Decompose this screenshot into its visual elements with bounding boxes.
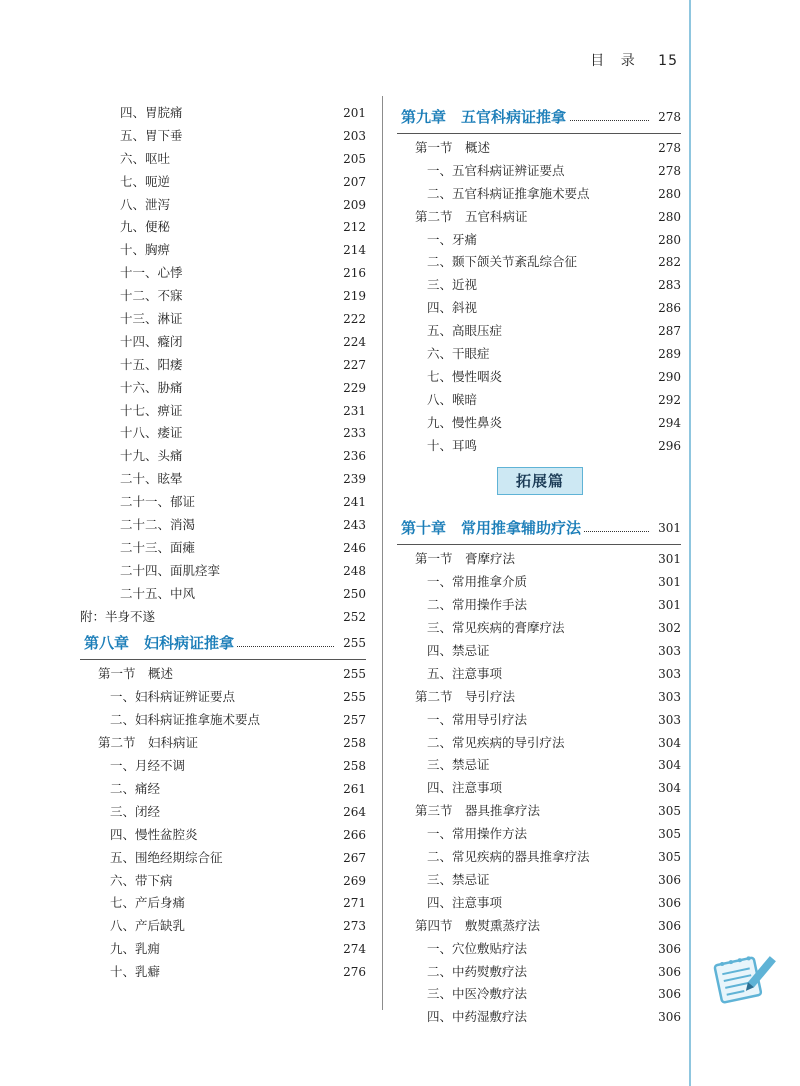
toc-item[interactable] — [397, 571, 681, 594]
entry-title: 九、慢性鼻炎 — [427, 414, 503, 430]
entry-title: 四、禁忌证 — [427, 643, 490, 659]
page-ref: 212 — [343, 220, 366, 235]
toc-right-column — [397, 102, 681, 1029]
entry-title: 一、妇科病证辨证要点 — [110, 689, 236, 705]
toc-item[interactable] — [397, 1006, 681, 1029]
toc-item[interactable] — [397, 938, 681, 961]
page-ref: 267 — [343, 850, 366, 865]
entry-title: 二十、眩晕 — [120, 471, 183, 487]
toc-item[interactable] — [397, 869, 681, 892]
page-ref: 306 — [658, 895, 681, 910]
entry-title: 二、常见疾病的导引疗法 — [427, 734, 565, 750]
entry-title: 四、注意事项 — [427, 780, 503, 796]
entry-title: 七、产后身痛 — [110, 895, 186, 911]
toc-section[interactable] — [80, 663, 366, 686]
toc-item[interactable] — [397, 389, 681, 412]
entry-title: 三、近视 — [427, 277, 478, 293]
chapter-title: 第十章 常用推拿辅助疗法 — [401, 513, 584, 543]
page-ref: 304 — [658, 758, 681, 773]
toc-item[interactable] — [397, 297, 681, 320]
toc-item[interactable] — [397, 435, 681, 458]
page-ref: 219 — [343, 289, 366, 304]
page-ref: 301 — [658, 552, 681, 567]
toc-item[interactable] — [80, 239, 366, 262]
page-ref: 287 — [658, 324, 681, 339]
toc-item[interactable] — [80, 148, 366, 171]
page-ref: 246 — [343, 540, 366, 555]
page-ref: 301 — [658, 521, 681, 536]
page-ref: 205 — [343, 151, 366, 166]
part-badge-row — [397, 457, 681, 513]
toc-section[interactable] — [397, 915, 681, 938]
toc-item[interactable] — [80, 331, 366, 354]
part-badge: 拓展篇 — [497, 467, 583, 495]
toc-item[interactable] — [397, 846, 681, 869]
toc-item[interactable] — [397, 823, 681, 846]
toc-item[interactable] — [397, 617, 681, 640]
page-ref: 207 — [343, 174, 366, 189]
toc-item[interactable] — [80, 801, 366, 824]
entry-title: 三、常见疾病的膏摩疗法 — [427, 620, 565, 636]
toc-item[interactable] — [80, 285, 366, 308]
toc-item[interactable] — [397, 412, 681, 435]
toc-item[interactable] — [397, 366, 681, 389]
entry-title: 四、慢性盆腔炎 — [110, 826, 198, 842]
page-ref: 276 — [343, 965, 366, 980]
entry-title: 二十二、消渴 — [120, 517, 196, 533]
entry-title: 一、牙痛 — [427, 231, 478, 247]
entry-title: 七、慢性咽炎 — [427, 368, 503, 384]
page-ref: 233 — [343, 426, 366, 441]
page-ref: 250 — [343, 586, 366, 601]
toc-item[interactable] — [397, 709, 681, 732]
toc-item[interactable] — [397, 732, 681, 755]
toc-section[interactable] — [397, 206, 681, 229]
page-ref: 303 — [658, 666, 681, 681]
entry-title: 第一节 膏摩疗法 — [415, 551, 516, 567]
page-ref: 258 — [343, 736, 366, 751]
entry-title: 十、乳癖 — [110, 964, 161, 980]
page-ref: 209 — [343, 197, 366, 212]
page-ref: 292 — [658, 392, 681, 407]
entry-title: 二、颞下颌关节紊乱综合征 — [427, 254, 578, 270]
entry-title: 二、痛经 — [110, 780, 161, 796]
entry-title: 五、高眼压症 — [427, 323, 503, 339]
page-ref: 227 — [343, 357, 366, 372]
entry-title: 第一节 概述 — [415, 140, 491, 155]
entry-title: 二、常用操作手法 — [427, 597, 528, 613]
column-divider — [382, 96, 383, 1010]
toc-item[interactable] — [80, 262, 366, 285]
page-ref: 255 — [343, 667, 366, 682]
entry-title: 十九、头痛 — [120, 448, 183, 464]
entry-title: 第二节 五官科病证 — [415, 208, 528, 224]
page-edge-rule — [689, 0, 691, 1086]
page-ref: 304 — [658, 781, 681, 796]
toc-section[interactable] — [80, 732, 366, 755]
entry-title: 附：半身不遂 — [80, 608, 156, 624]
toc-item[interactable] — [80, 171, 366, 194]
page-ref: 201 — [343, 106, 366, 120]
toc-item[interactable] — [80, 216, 366, 239]
toc-item[interactable] — [80, 445, 366, 468]
toc-item[interactable] — [80, 422, 366, 445]
page-ref: 278 — [658, 110, 681, 124]
chapter-underline — [397, 544, 681, 545]
entry-title: 六、带下病 — [110, 872, 173, 888]
toc-item[interactable] — [80, 491, 366, 514]
page-ref: 222 — [343, 312, 366, 327]
page-ref: 303 — [658, 644, 681, 659]
page-number: 15 — [658, 53, 678, 69]
page-ref: 214 — [343, 243, 366, 258]
page-ref: 273 — [343, 919, 366, 934]
page-ref: 303 — [658, 689, 681, 704]
toc-item[interactable] — [397, 663, 681, 686]
toc-item[interactable] — [80, 583, 366, 606]
page-ref: 306 — [658, 941, 681, 956]
entry-title: 八、产后缺乳 — [110, 918, 186, 934]
toc-item[interactable] — [397, 983, 681, 1006]
entry-title: 第一节 概述 — [98, 666, 174, 682]
page-ref: 266 — [343, 827, 366, 842]
entry-title: 六、干眼症 — [427, 346, 490, 362]
chapter-title: 第八章 妇科病证推拿 — [84, 628, 237, 658]
page-ref: 257 — [343, 713, 366, 728]
toc-item[interactable] — [80, 468, 366, 491]
chapter-underline — [80, 659, 366, 660]
entry-title: 三、中医冷敷疗法 — [427, 986, 528, 1002]
toc-item[interactable] — [397, 892, 681, 915]
page-header — [590, 50, 678, 70]
toc-item[interactable] — [80, 102, 366, 125]
toc-item[interactable] — [397, 754, 681, 777]
toc-item[interactable] — [397, 251, 681, 274]
chapter-title: 第九章 五官科病证推拿 — [401, 102, 569, 132]
entry-title: 五、围绝经期综合征 — [110, 849, 223, 865]
entry-title: 九、便秘 — [120, 219, 171, 235]
page-ref: 305 — [658, 804, 681, 819]
toc-item[interactable] — [80, 824, 366, 847]
entry-title: 十一、心悸 — [120, 265, 183, 281]
entry-title: 十七、痹证 — [120, 402, 183, 418]
entry-title: 七、呃逆 — [120, 173, 171, 189]
entry-title: 二十三、面瘫 — [120, 539, 196, 555]
toc-item[interactable] — [80, 892, 366, 915]
page-ref: 296 — [658, 438, 681, 453]
entry-title: 第二节 妇科病证 — [98, 735, 199, 751]
page-ref: 271 — [343, 896, 366, 911]
notepad-pencil-icon — [708, 950, 778, 1006]
page-ref: 286 — [658, 301, 681, 316]
toc-item[interactable] — [80, 377, 366, 400]
toc-item[interactable] — [80, 400, 366, 423]
toc-item[interactable] — [80, 354, 366, 377]
page-ref: 306 — [658, 918, 681, 933]
entry-title: 十四、癃闭 — [120, 333, 183, 349]
header-title: 目 录 — [590, 53, 641, 69]
entry-title: 四、注意事项 — [427, 894, 503, 910]
entry-title: 九、乳痈 — [110, 941, 161, 957]
entry-title: 一、常用操作方法 — [427, 826, 528, 842]
toc-section[interactable] — [397, 137, 681, 160]
page-ref: 216 — [343, 266, 366, 281]
page-ref: 252 — [343, 609, 366, 624]
entry-title: 三、闭经 — [110, 803, 161, 819]
page-ref: 306 — [658, 1010, 681, 1025]
page-ref: 289 — [658, 347, 681, 362]
entry-title: 十、胸痹 — [120, 242, 171, 258]
entry-title: 三、禁忌证 — [427, 757, 490, 773]
entry-title: 十三、淋证 — [120, 311, 183, 327]
chapter-heading[interactable] — [397, 513, 681, 543]
toc-item[interactable] — [80, 606, 366, 629]
toc-item[interactable] — [397, 229, 681, 252]
entry-title: 一、五官科病证辨证要点 — [427, 162, 565, 178]
toc-item[interactable] — [80, 125, 366, 148]
entry-title: 四、斜视 — [427, 300, 478, 316]
entry-title: 四、胃脘痛 — [120, 105, 183, 120]
toc-section[interactable] — [397, 548, 681, 571]
toc-item[interactable] — [397, 640, 681, 663]
toc-item[interactable] — [80, 194, 366, 217]
toc-item[interactable] — [80, 308, 366, 331]
page-ref: 305 — [658, 850, 681, 865]
entry-title: 十五、阳痿 — [120, 356, 183, 372]
page-ref: 280 — [658, 232, 681, 247]
toc-item[interactable] — [80, 778, 366, 801]
entry-title: 二、五官科病证推拿施术要点 — [427, 185, 590, 201]
entry-title: 二十四、面肌痉挛 — [120, 562, 221, 578]
toc-item[interactable] — [80, 755, 366, 778]
page-ref: 255 — [343, 636, 366, 651]
entry-title: 二、中药熨敷疗法 — [427, 963, 528, 979]
page-ref: 229 — [343, 380, 366, 395]
toc-item[interactable] — [397, 777, 681, 800]
page-ref: 301 — [658, 598, 681, 613]
entry-title: 三、禁忌证 — [427, 871, 490, 887]
page-ref: 258 — [343, 759, 366, 774]
page-ref: 306 — [658, 987, 681, 1002]
chapter-underline — [397, 133, 681, 134]
entry-title: 四、中药湿敷疗法 — [427, 1009, 528, 1025]
toc-item[interactable] — [80, 961, 366, 984]
entry-title: 二十一、郁证 — [120, 494, 196, 510]
page-ref: 280 — [658, 209, 681, 224]
page-ref: 248 — [343, 563, 366, 578]
page-ref: 306 — [658, 872, 681, 887]
page-ref: 231 — [343, 403, 366, 418]
page-ref: 203 — [343, 128, 366, 143]
page-ref: 278 — [658, 163, 681, 178]
entry-title: 二十五、中风 — [120, 585, 196, 601]
page-ref: 243 — [343, 518, 366, 533]
toc-section[interactable] — [397, 686, 681, 709]
page-ref: 261 — [343, 781, 366, 796]
toc-item[interactable] — [80, 915, 366, 938]
entry-title: 一、月经不调 — [110, 758, 186, 774]
page-ref: 290 — [658, 369, 681, 384]
chapter-heading[interactable] — [397, 102, 681, 132]
entry-title: 八、喉暗 — [427, 391, 478, 407]
toc-item[interactable] — [397, 183, 681, 206]
toc-item[interactable] — [397, 320, 681, 343]
toc-item[interactable] — [80, 514, 366, 537]
toc-item[interactable] — [80, 709, 366, 732]
toc-item[interactable] — [397, 594, 681, 617]
page-ref: 269 — [343, 873, 366, 888]
toc-item[interactable] — [80, 560, 366, 583]
page-ref: 239 — [343, 472, 366, 487]
page-ref: 264 — [343, 804, 366, 819]
toc-item[interactable] — [80, 870, 366, 893]
page-ref: 224 — [343, 334, 366, 349]
entry-title: 十六、胁痛 — [120, 379, 183, 395]
entry-title: 五、注意事项 — [427, 665, 503, 681]
toc-item[interactable] — [80, 686, 366, 709]
page-ref: 304 — [658, 735, 681, 750]
entry-title: 十二、不寐 — [120, 288, 183, 304]
entry-title: 五、胃下垂 — [120, 127, 183, 143]
page-ref: 283 — [658, 278, 681, 293]
chapter-heading[interactable] — [80, 628, 366, 658]
page-ref: 302 — [658, 621, 681, 636]
toc-section[interactable] — [397, 800, 681, 823]
toc-item[interactable] — [397, 343, 681, 366]
entry-title: 二、常见疾病的器具推拿疗法 — [427, 849, 590, 865]
entry-title: 一、穴位敷贴疗法 — [427, 940, 528, 956]
entry-title: 六、呕吐 — [120, 150, 171, 166]
entry-title: 二、妇科病证推拿施术要点 — [110, 712, 261, 728]
toc-item[interactable] — [80, 537, 366, 560]
toc-item[interactable] — [80, 938, 366, 961]
entry-title: 八、泄泻 — [120, 196, 171, 212]
toc-left-column — [80, 102, 366, 984]
page-ref: 303 — [658, 712, 681, 727]
page-ref: 274 — [343, 942, 366, 957]
page-ref: 294 — [658, 415, 681, 430]
toc-item[interactable] — [397, 160, 681, 183]
toc-item[interactable] — [80, 847, 366, 870]
entry-title: 第四节 敷熨熏蒸疗法 — [415, 917, 541, 933]
page-ref: 236 — [343, 449, 366, 464]
page-ref: 278 — [658, 141, 681, 155]
page-ref: 301 — [658, 575, 681, 590]
page-ref: 305 — [658, 827, 681, 842]
page-ref: 280 — [658, 186, 681, 201]
entry-title: 一、常用导引疗法 — [427, 711, 528, 727]
entry-title: 一、常用推拿介质 — [427, 574, 528, 590]
entry-title: 第二节 导引疗法 — [415, 688, 516, 704]
entry-title: 十八、痿证 — [120, 425, 183, 441]
page-ref: 306 — [658, 964, 681, 979]
page-ref: 282 — [658, 255, 681, 270]
toc-item[interactable] — [397, 961, 681, 984]
entry-title: 十、耳鸣 — [427, 437, 478, 453]
toc-item[interactable] — [397, 274, 681, 297]
entry-title: 第三节 器具推拿疗法 — [415, 803, 541, 819]
page-ref: 255 — [343, 690, 366, 705]
page-ref: 241 — [343, 495, 366, 510]
